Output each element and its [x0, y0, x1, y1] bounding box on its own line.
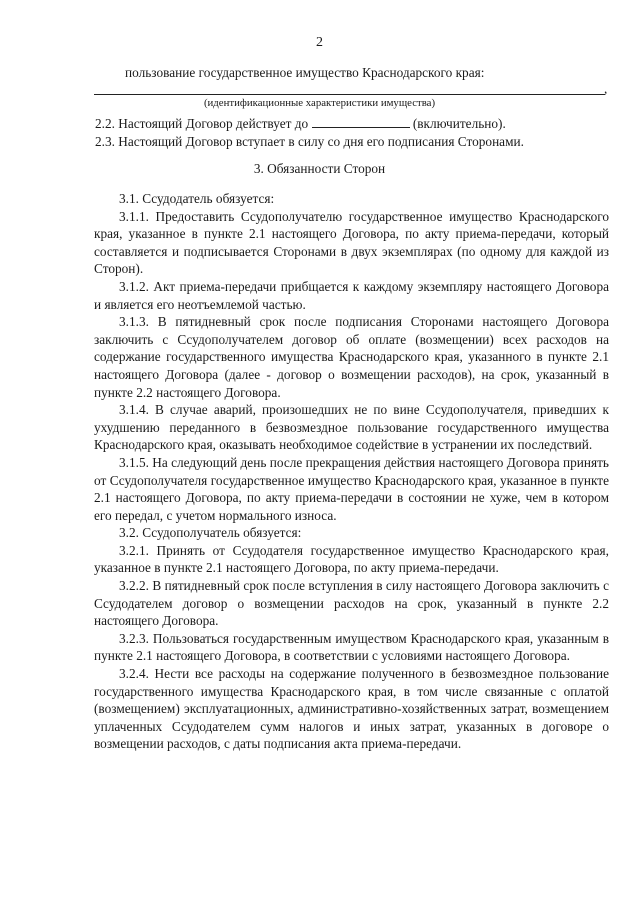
paragraph-3-2-1: 3.2.1. Принять от Ссудодателя государственное имущество Краснодарского края, указанное в пункте 2.1 настоящего Договора, по акту приема-передачи. — [94, 542, 609, 576]
clause-2-2-suffix: (включительно). — [412, 116, 506, 131]
paragraph-3-2: 3.2. Ссудополучатель обязуется: — [119, 525, 302, 541]
clause-2-3: 2.3. Настоящий Договор вступает в силу со дня его подписания Сторонами. — [95, 134, 524, 149]
paragraph-3-1-1: 3.1.1. Предоставить Ссудополучателю государственное имущество Краснодарского края, указанное в пункте 2.1 настоящего Договора, по акту приема-передачи, который составляется и подписывается Сторонами в двух экземплярах (по одному для каждой из Сторон). — [94, 208, 609, 277]
property-line-text: пользование государственное имущество Краснодарского края: — [125, 65, 485, 80]
clause-2-2-text: 2.2. Настоящий Договор действует до — [95, 116, 309, 131]
paragraph-3-1-5: 3.1.5. На следующий день после прекращения действия настоящего Договора принять от Ссудополучателя государственное имущество Краснодарского края, указанное в пункте 2.1 настоящего Договора, по акту приема-передачи в состоянии не хуже, чем в котором его передал, с учетом нормального износа. — [94, 454, 609, 523]
paragraph-3-1-4: 3.1.4. В случае аварий, произошедших не по вине Ссудополучателя, приведших к ухудшению переданного в безвозмездное пользование государственного имущества Краснодарского края, оказывать необходимое содействие в устранении их последствий. — [94, 402, 609, 453]
paragraph-3-2-4: 3.2.4. Нести все расходы на содержание полученного в безвозмездное пользование государственного имущества Краснодарского края, в том числе связанные с оплатой (возмещением) эксплуатационных, административно-хозяйственных затрат, возмещением уплаченных Ссудодателем сумм налогов и иных затрат, указанных в договоре о возмещении расходов, с даты подписания акта приема-передачи. — [94, 666, 609, 752]
property-caption: (идентификационные характеристики имущества) — [203, 97, 436, 109]
property-line-comma: , — [604, 81, 608, 96]
paragraph-3-1-2: 3.1.2. Акт приема-передачи прибщается к каждому экземпляру настоящего Договора и является его неотъемлемой частью. — [94, 278, 609, 312]
paragraph-3-1-3: 3.1.3. В пятидневный срок после подписания Сторонами настоящего Договора заключить с Ссудополучателем договор об оплате (возмещении) всех расходов на содержание государственного имущества Краснодарского края, указанного в пункте 2.1 настоящего Договора (далее - договор о возмещении расходов), на срок, указанный в пункте 2.2 настоящего Договора. — [94, 314, 609, 400]
obligations-body — [94, 190, 609, 753]
date-blank-line — [312, 115, 410, 128]
paragraph-3-2-2: 3.2.2. В пятидневный срок после вступления в силу настоящего Договора заключить с Ссудодателем договор о возмещении расходов на срок, указанный в пункте 2.2 настоящего Договора. — [94, 578, 609, 629]
paragraph-3-1: 3.1. Ссудодатель обязуется: — [119, 191, 275, 206]
paragraph-3-2-3: 3.2.3. Пользоваться государственным имуществом Краснодарского края, указанным в пункте 2.1 настоящего Договора, в соответствии с условиями настоящего Договора. — [94, 630, 609, 664]
section-heading: 3. Обязанности Сторон — [253, 161, 386, 176]
property-fill-line — [94, 94, 605, 95]
page-number: 2 — [316, 35, 323, 50]
clause-2-2 — [95, 115, 506, 133]
